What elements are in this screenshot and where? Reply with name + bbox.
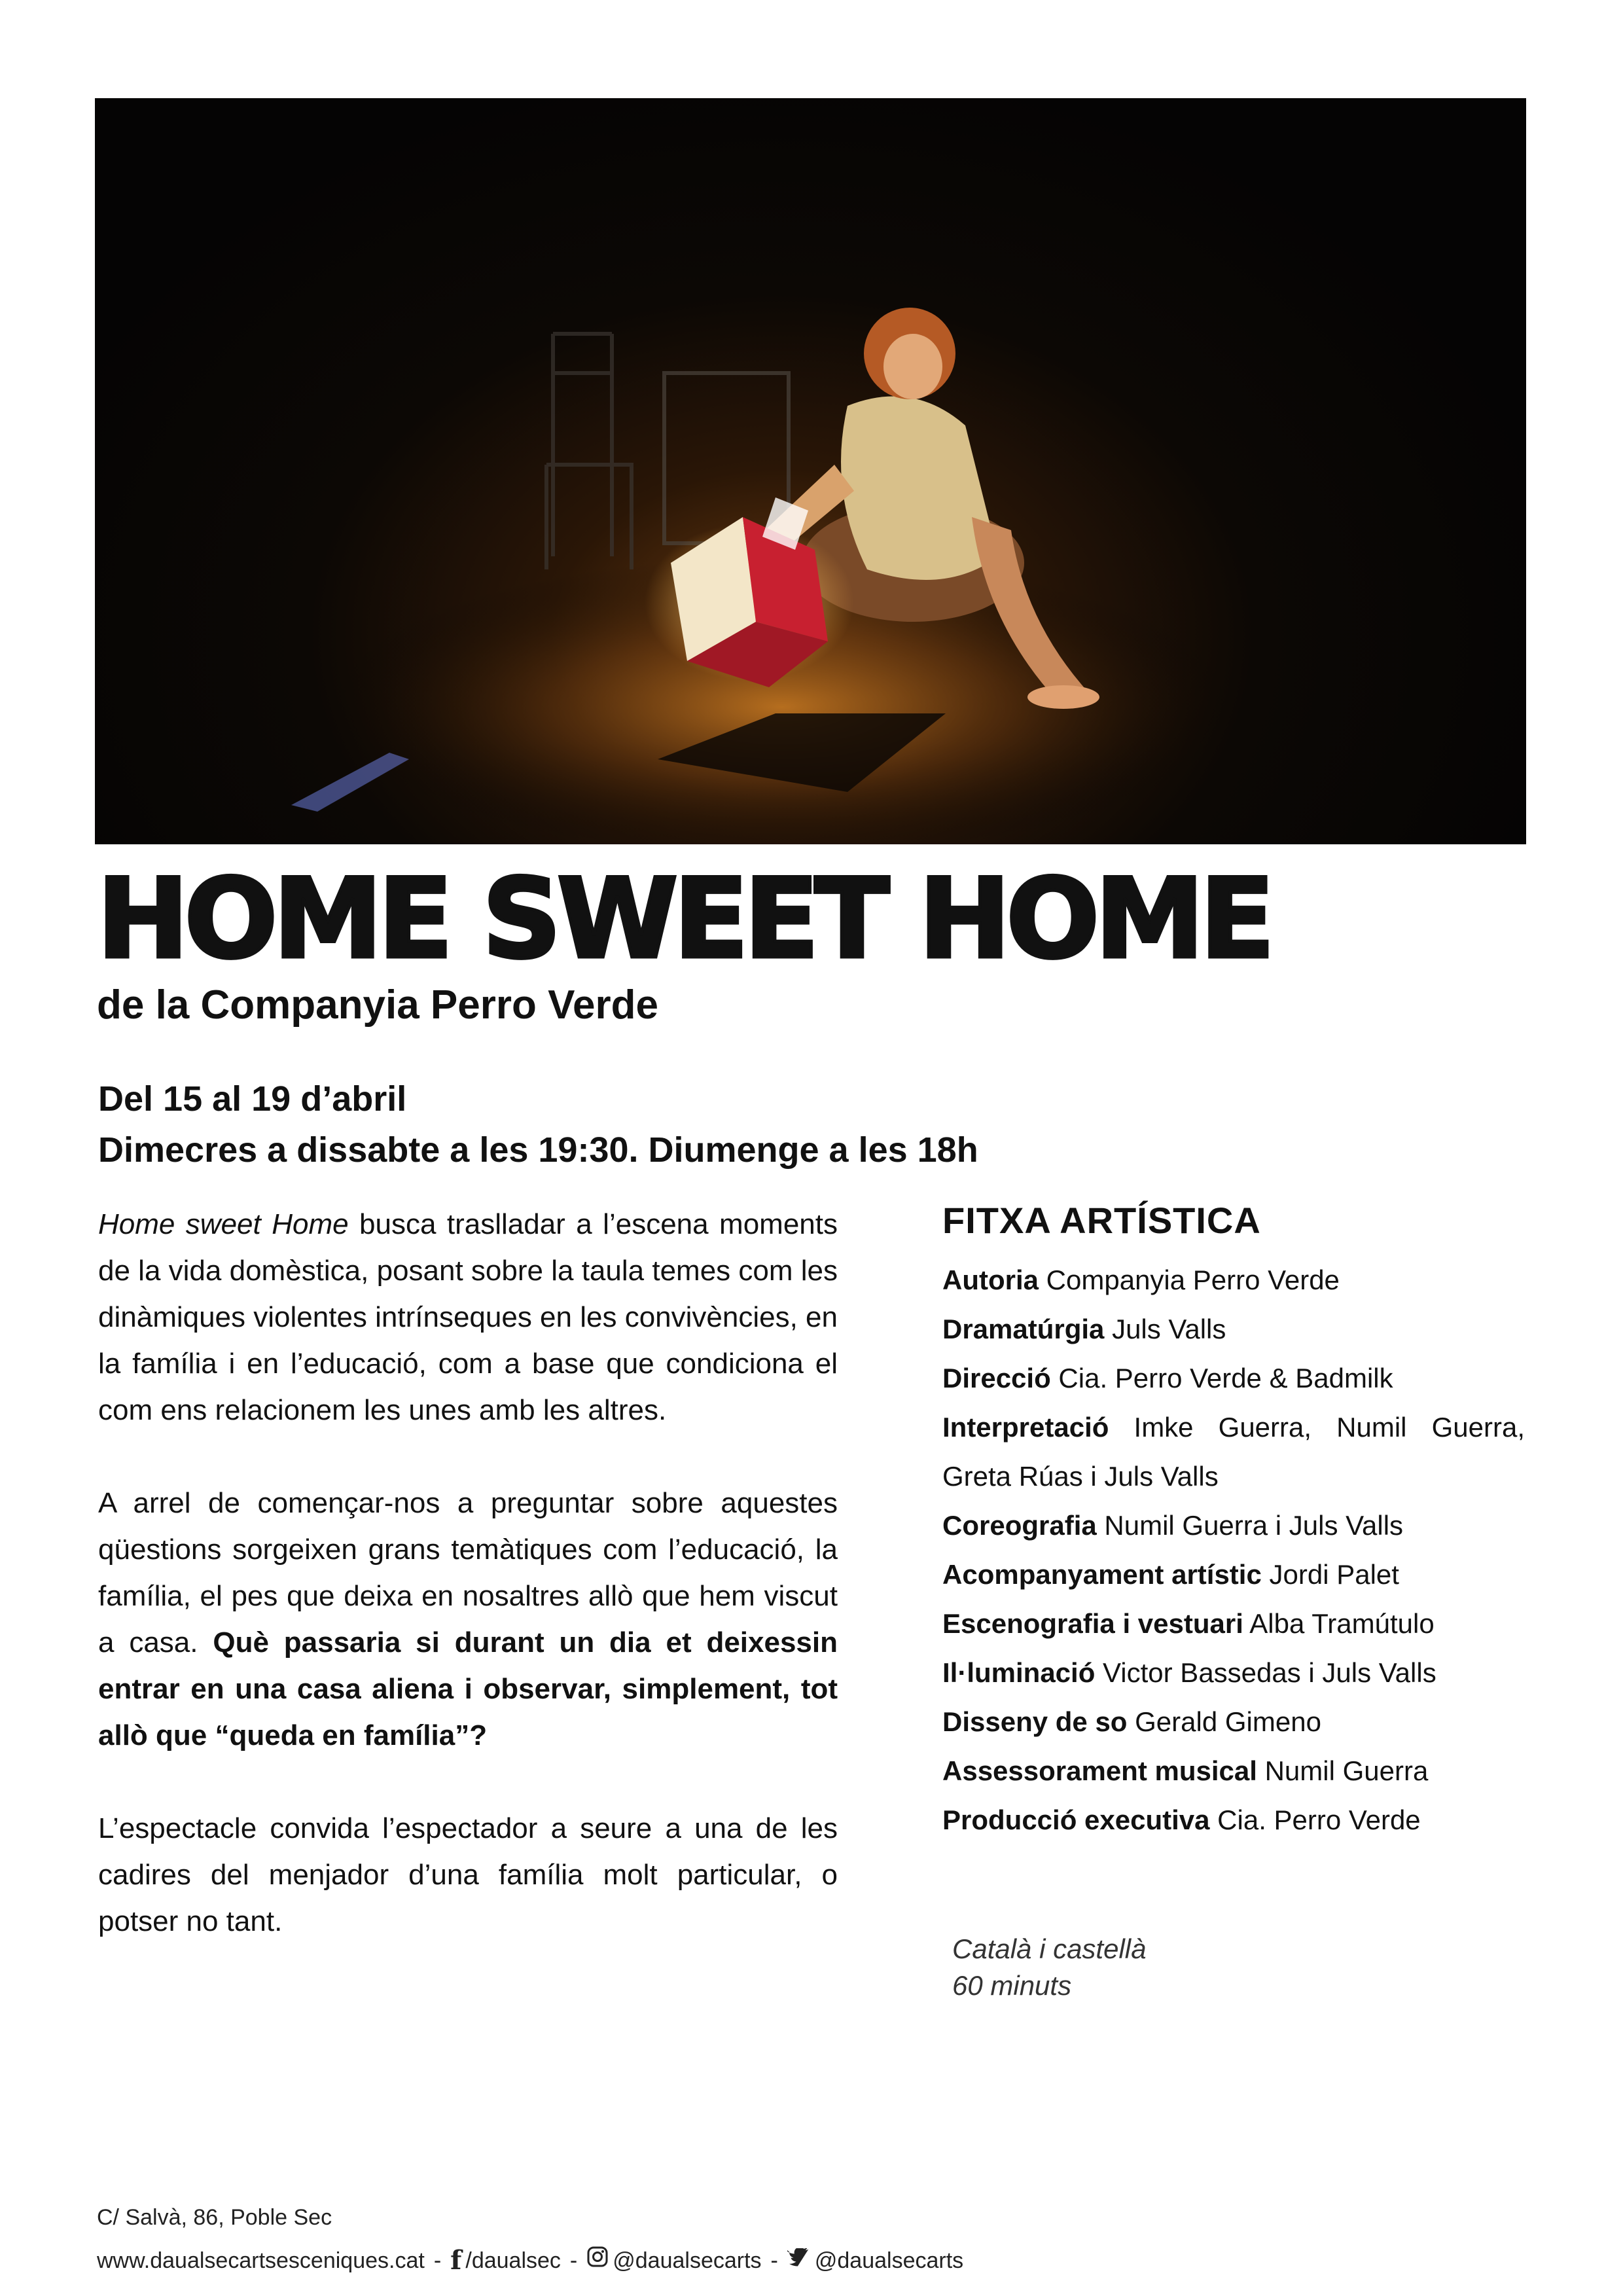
twitter-link[interactable]: @daualsecarts [814,2248,964,2273]
credit-item: Dramatúrgia Juls Valls [942,1314,1226,1344]
description-paragraph-1: Home sweet Home busca traslladar a l’escena moments de la vida domèstica, posant sobre la taula temes com les dinàmiques violentes intrínseques en les convivències, en la família i en l’educació, com a base que condiciona el com ens relacionem les unes amb les altres. [98,1208,838,1426]
credits-heading: FITXA ARTÍSTICA [942,1200,1261,1241]
credit-item: Acompanyament artístic Jordi Palet [942,1559,1399,1590]
credit-item: Assessorament musical Numil Guerra [942,1755,1429,1786]
address: C/ Salvà, 86, Poble Sec [97,2205,332,2230]
credit-item: Coreografia Numil Guerra i Juls Valls [942,1510,1404,1541]
hero-photo [95,98,1526,844]
artistic-credits [942,1198,1525,1844]
website-link[interactable]: www.daualsecartsesceniques.cat [97,2248,425,2273]
instagram-link[interactable]: @daualsecarts [613,2248,762,2273]
credit-item: Direcció Cia. Perro Verde & Badmilk [942,1363,1393,1393]
twitter-icon [787,2239,811,2282]
language: Català i castellà [952,1933,1147,1964]
contact-row: www.daualsecartsesceniques.cat - f /daualsec - @daualsecarts - @daualsecarts [97,2239,963,2282]
credit-item: Autoria Companyia Perro Verde [942,1265,1340,1295]
description-paragraph-3: L’espectacle convida l’espectador a seure a una de les cadires del menjador d’una família molt particular, o potser no tant. [98,1812,838,1937]
chair-silhouette [546,334,632,569]
description [98,1201,838,1991]
page-title: HOME SWEET HOME [97,855,1271,983]
credit-item: Interpretació Imke Guerra, Numil Guerra, Greta Rúas i Juls Valls [942,1412,1525,1492]
footer [97,2196,963,2282]
show-title-italic: Home sweet Home [98,1208,349,1240]
credit-item: Disseny de so Gerald Gimeno [942,1706,1321,1737]
show-meta [952,1931,1146,2004]
schedule: Dimecres a dissabte a les 19:30. Diumenge a les 18h [98,1130,978,1170]
instagram-icon [586,2239,609,2282]
description-paragraph-2: A arrel de començar-nos a preguntar sobre aquestes qüestions sorgeixen grans temàtiques com l’educació, la família, el pes que deixa en nosaltres allò que hem viscut a casa. Què passaria si durant un dia et deixessin entrar en una casa aliena i observar, simplement, tot allò que “queda en família”? [98,1487,838,1751]
facebook-icon: f [450,2245,462,2276]
credit-item: Producció executiva Cia. Perro Verde [942,1804,1421,1835]
date-range: Del 15 al 19 d’abril [98,1079,407,1119]
stage-illustration [95,98,1526,844]
duration: 60 minuts [952,1970,1072,2001]
dates-block [98,1073,978,1175]
company-subtitle: de la Companyia Perro Verde [97,982,659,1028]
highlight-question: Què passaria si durant un dia et deixessin entrar en una casa aliena i observar, simplement, tot allò que “queda en família”? [98,1626,838,1751]
credit-item: Il·luminació Victor Bassedas i Juls Valls [942,1657,1436,1688]
facebook-link[interactable]: /daualsec [465,2248,561,2273]
credit-item: Escenografia i vestuari Alba Tramútulo [942,1608,1435,1639]
